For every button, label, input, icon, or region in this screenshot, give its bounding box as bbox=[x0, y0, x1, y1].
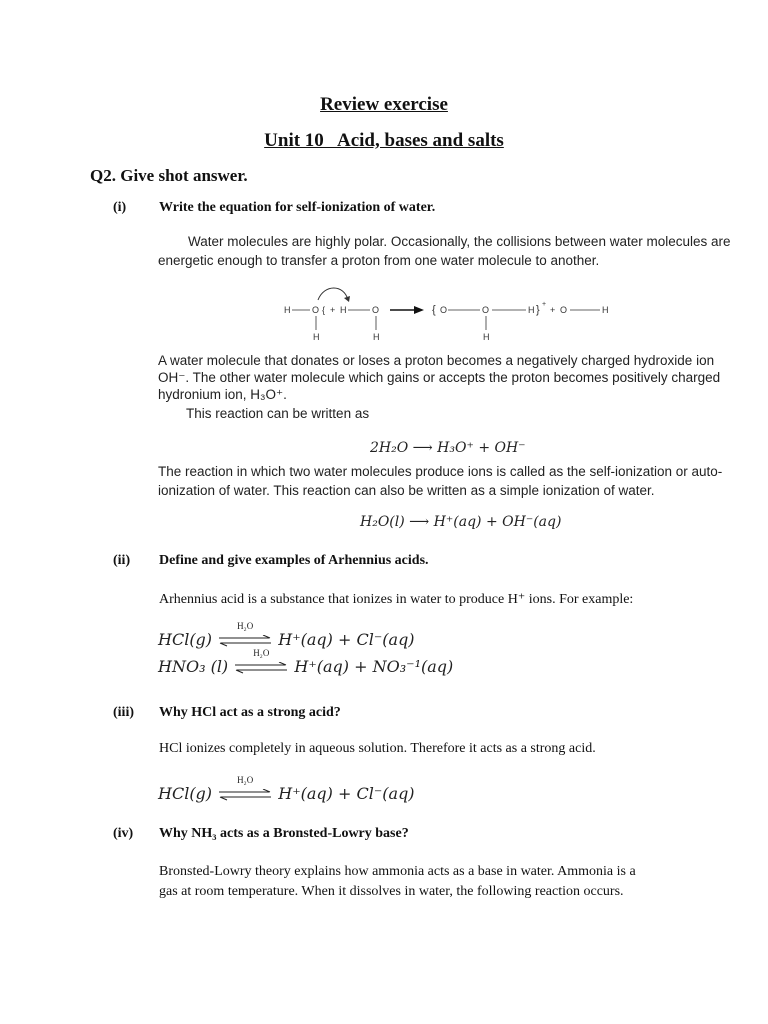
hcl-reactant: HCl(g) bbox=[158, 784, 213, 803]
question-number-iii: (iii) bbox=[113, 705, 134, 720]
hcl-products: H⁺(aq) + Cl⁻(aq) bbox=[278, 784, 415, 803]
diagram-label: O bbox=[372, 305, 380, 315]
arrow-label: H₂O bbox=[237, 774, 254, 785]
q1-para4-line1: The reaction in which two water molecules produce ions is called as the self-ionization or auto- bbox=[158, 464, 723, 479]
diagram-label: { bbox=[322, 305, 326, 315]
q4-answer-line1: Bronsted-Lowry theory explains how ammonia acts as a base in water. Ammonia is a bbox=[159, 864, 636, 879]
diagram-label: { bbox=[432, 304, 436, 316]
diagram-label: H bbox=[602, 305, 609, 315]
arrow-label: H₂O bbox=[237, 620, 254, 631]
diagram-label: H bbox=[528, 305, 535, 315]
q1-para1-line1: Water molecules are highly polar. Occasionally, the collisions between water molecules are bbox=[188, 234, 731, 249]
hno3-reactant: HNO₃ (l) bbox=[158, 657, 229, 676]
question-heading: Q2. Give shot answer. bbox=[90, 166, 248, 185]
diagram-label: H bbox=[284, 305, 291, 315]
equilibrium-arrow-icon bbox=[217, 620, 273, 649]
diagram-label: H bbox=[340, 305, 347, 315]
q2-answer: Arhennius acid is a substance that ionizes in water to produce H⁺ ions. For example: bbox=[159, 592, 634, 607]
question-iv-text: Why NH₃ acts as a Bronsted-Lowry base? bbox=[159, 826, 409, 841]
q1-para1-line2: energetic enough to transfer a proton from one water molecule to another. bbox=[158, 253, 600, 268]
q1-para3: This reaction can be written as bbox=[186, 406, 370, 421]
diagram-label: H bbox=[483, 332, 490, 342]
diagram-label: + bbox=[550, 305, 556, 315]
diagram-label: O bbox=[440, 305, 448, 315]
q1-para2-line2: OH⁻. The other water molecule which gains or accepts the proton becomes positively charged bbox=[158, 370, 721, 385]
diagram-label: + bbox=[330, 305, 336, 315]
equation-hno3 bbox=[158, 647, 454, 676]
hno3-products: H⁺(aq) + NO₃⁻¹(aq) bbox=[294, 657, 454, 676]
question-number-iv: (iv) bbox=[113, 826, 134, 841]
diagram-label: O bbox=[312, 305, 320, 315]
question-number-ii: (ii) bbox=[113, 553, 131, 568]
q3-answer: HCl ionizes completely in aqueous solution. Therefore it acts as a strong acid. bbox=[159, 741, 596, 756]
diagram-label: H bbox=[373, 332, 380, 342]
q1-para2-line3: hydronium ion, H₃O⁺. bbox=[158, 387, 287, 402]
diagram-label: } bbox=[536, 304, 540, 316]
q4-answer-line2: gas at room temperature. When it dissolves in water, the following reaction occurs. bbox=[159, 884, 624, 899]
equation-hcl-2 bbox=[158, 774, 415, 803]
diagram-label: H bbox=[313, 332, 320, 342]
diagram-label: O bbox=[482, 305, 490, 315]
review-title: Review exercise bbox=[320, 94, 448, 115]
question-iii-text: Why HCl act as a strong acid? bbox=[159, 705, 341, 720]
equation-water-simple: H₂O(l) ⟶ H⁺(aq) + OH⁻(aq) bbox=[360, 514, 562, 530]
equilibrium-arrow-icon bbox=[233, 647, 289, 676]
question-number-i: (i) bbox=[113, 200, 127, 215]
equation-hcl-1 bbox=[158, 620, 415, 649]
arrow-label: H₂O bbox=[253, 647, 270, 658]
equilibrium-arrow-icon bbox=[217, 774, 273, 803]
question-ii-text: Define and give examples of Arhennius acids. bbox=[159, 553, 429, 568]
diagram-label: + bbox=[542, 301, 547, 308]
q1-para2-line1: A water molecule that donates or loses a proton becomes a negatively charged hydroxide ion bbox=[158, 353, 715, 368]
hcl-reactant: HCl(g) bbox=[158, 630, 213, 649]
water-self-ionization-diagram bbox=[280, 278, 620, 350]
question-i-text: Write the equation for self-ionization of water. bbox=[159, 200, 436, 215]
hcl-products: H⁺(aq) + Cl⁻(aq) bbox=[278, 630, 415, 649]
q1-para4-line2: ionization of water. This reaction can also be written as a simple ionization of water. bbox=[158, 483, 655, 498]
unit-title: Unit 10 Acid, bases and salts bbox=[264, 130, 504, 151]
equation-water-2: 2H₂O ⟶ H₃O⁺ + OH⁻ bbox=[370, 440, 526, 456]
diagram-label: O bbox=[560, 305, 568, 315]
